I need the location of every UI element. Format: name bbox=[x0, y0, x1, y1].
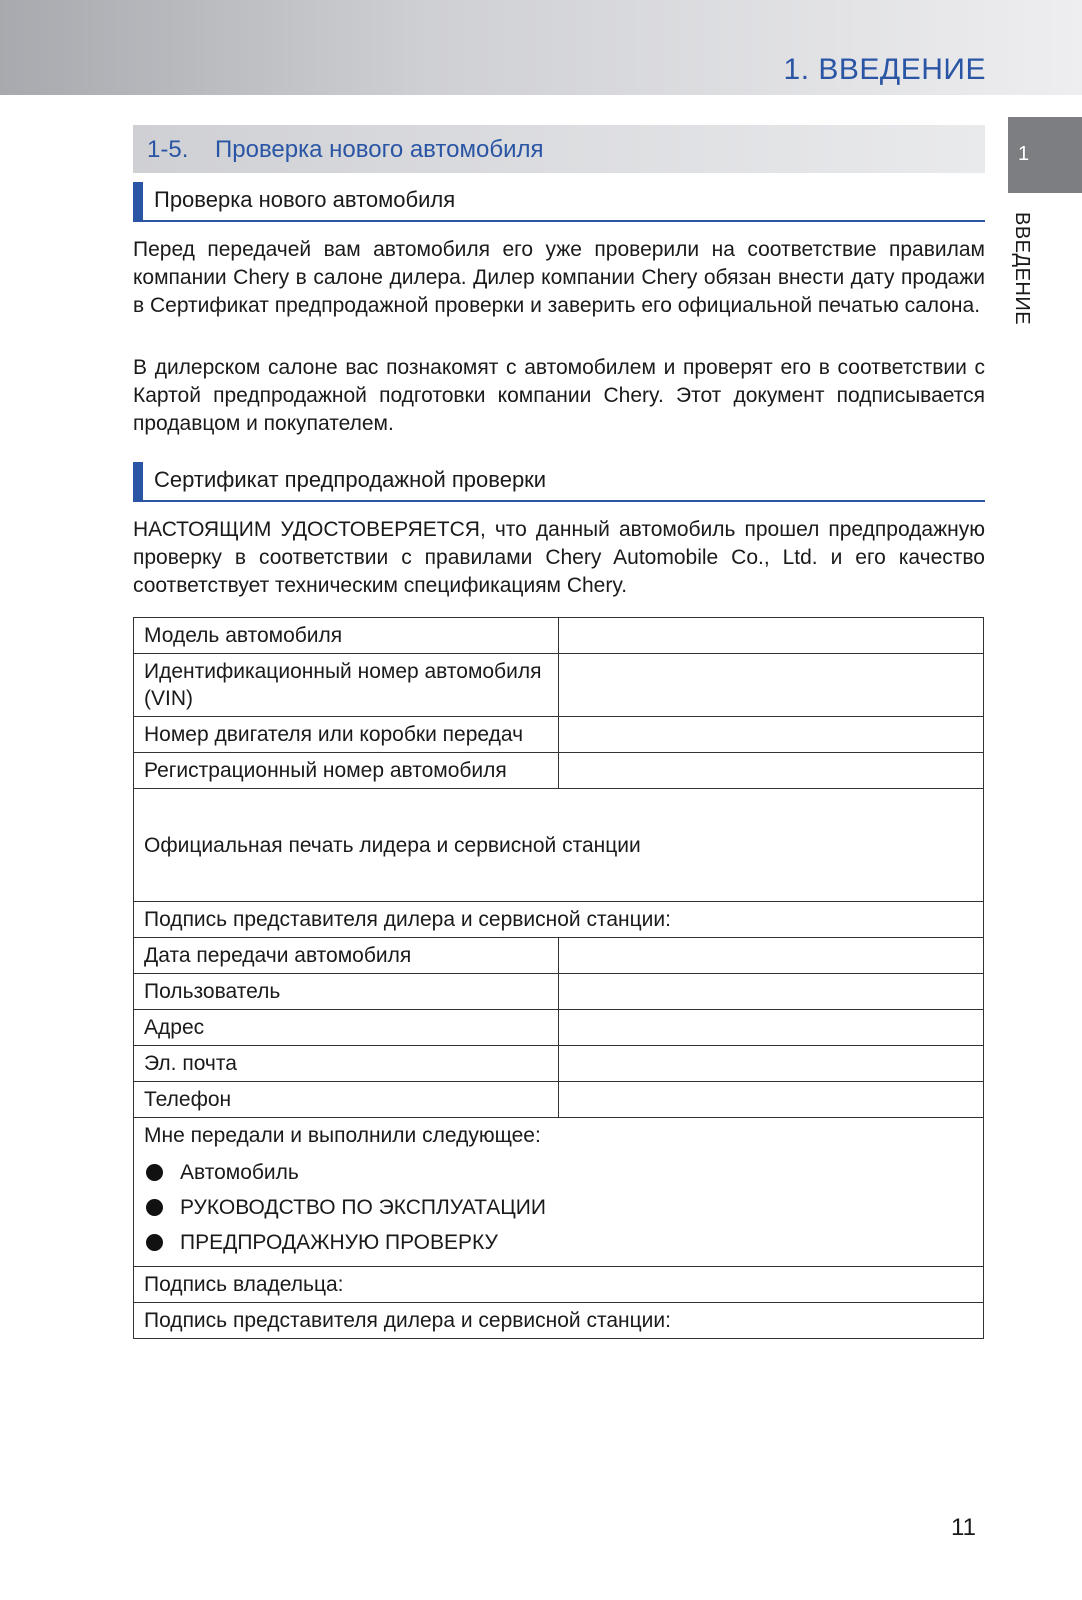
field-label: Пользователь bbox=[134, 974, 559, 1010]
form-row bbox=[134, 1303, 984, 1339]
form-row bbox=[134, 938, 984, 974]
list-item bbox=[144, 1225, 973, 1260]
form-row bbox=[134, 1010, 984, 1046]
list-item-text: ПРЕДПРОДАЖНУЮ ПРОВЕРКУ bbox=[180, 1231, 498, 1254]
bullet-icon bbox=[146, 1234, 163, 1251]
owner-signature-field: Подпись владельца: bbox=[134, 1267, 984, 1303]
chapter-tab-label: ВВЕДЕНИЕ bbox=[1011, 212, 1033, 326]
field-label: Регистрационный номер автомобиля bbox=[134, 753, 559, 789]
field-value[interactable] bbox=[559, 618, 984, 654]
certificate-form bbox=[133, 617, 984, 1339]
field-value[interactable] bbox=[559, 717, 984, 753]
handover-list bbox=[144, 1155, 973, 1260]
section-number: 1-5. bbox=[147, 136, 189, 163]
form-row bbox=[134, 974, 984, 1010]
field-value[interactable] bbox=[559, 654, 984, 717]
form-row bbox=[134, 1082, 984, 1118]
list-item bbox=[144, 1190, 973, 1225]
section-heading bbox=[133, 125, 985, 173]
form-row bbox=[134, 753, 984, 789]
list-item-text: РУКОВОДСТВО ПО ЭКСПЛУАТАЦИИ bbox=[180, 1196, 546, 1219]
field-label: Модель автомобиля bbox=[134, 618, 559, 654]
form-row bbox=[134, 789, 984, 902]
form-row bbox=[134, 1267, 984, 1303]
intro-paragraph-2: В дилерском салоне вас познакомят с автомобилем и проверят его в соответствии с Картой предпродажной подготовки компании Chery. Этот документ подписывается продавцом и покупателем. bbox=[133, 356, 985, 435]
subsection-marker bbox=[133, 182, 143, 222]
chapter-tab bbox=[1008, 117, 1082, 193]
bullet-icon bbox=[146, 1199, 163, 1216]
field-label: Идентификационный номер автомобиля (VIN) bbox=[134, 654, 559, 717]
form-row bbox=[134, 1046, 984, 1082]
field-label: Телефон bbox=[134, 1082, 559, 1118]
subsection-title: Сертификат предпродажной проверки bbox=[154, 467, 547, 492]
chapter-title: 1. ВВЕДЕНИЕ bbox=[783, 53, 986, 86]
list-item-text: Автомобиль bbox=[180, 1161, 299, 1184]
form-row bbox=[134, 618, 984, 654]
seal-field: Официальная печать лидера и сервисной станции bbox=[134, 789, 984, 902]
list-item bbox=[144, 1155, 973, 1190]
dealer-signature-field-2: Подпись представителя дилера и сервисной станции: bbox=[134, 1303, 984, 1339]
form-row bbox=[134, 902, 984, 938]
field-value[interactable] bbox=[559, 974, 984, 1010]
field-value[interactable] bbox=[559, 938, 984, 974]
form-row bbox=[134, 654, 984, 717]
subsection-marker bbox=[133, 462, 143, 502]
field-value[interactable] bbox=[559, 1046, 984, 1082]
subsection-title: Проверка нового автомобиля bbox=[154, 187, 456, 212]
chapter-tab-number: 1 bbox=[1018, 143, 1030, 165]
field-label: Номер двигателя или коробки передач bbox=[134, 717, 559, 753]
form-row bbox=[134, 1118, 984, 1267]
subsection-heading-check bbox=[133, 182, 985, 222]
intro-paragraph-1: Перед передачей вам автомобиля его уже проверили на соответствие правилам компании Chery в салоне дилера. Дилер компании Chery обязан внести дату продажи в Сертификат предпродажной проверки и заверить его официальной печатью салона. bbox=[133, 238, 985, 317]
form-row bbox=[134, 717, 984, 753]
field-value[interactable] bbox=[559, 1010, 984, 1046]
field-label: Дата передачи автомобиля bbox=[134, 938, 559, 974]
subsection-heading-certificate bbox=[133, 462, 985, 502]
handover-field bbox=[134, 1118, 984, 1267]
field-value[interactable] bbox=[559, 1082, 984, 1118]
bullet-icon bbox=[146, 1164, 163, 1181]
dealer-signature-field: Подпись представителя дилера и сервисной станции: bbox=[134, 902, 984, 938]
page-number: 11 bbox=[951, 1514, 976, 1541]
certificate-paragraph: НАСТОЯЩИМ УДОСТОВЕРЯЕТСЯ, что данный автомобиль прошел предпродажную проверку в соответствии с правилами Chery Automobile Co., Ltd. и его качество соответствует техническим спецификациям Chery. bbox=[133, 518, 985, 597]
field-value[interactable] bbox=[559, 753, 984, 789]
handover-intro: Мне передали и выполнили следующее: bbox=[144, 1124, 541, 1147]
section-title: Проверка нового автомобиля bbox=[215, 136, 544, 163]
field-label: Адрес bbox=[134, 1010, 559, 1046]
field-label: Эл. почта bbox=[134, 1046, 559, 1082]
